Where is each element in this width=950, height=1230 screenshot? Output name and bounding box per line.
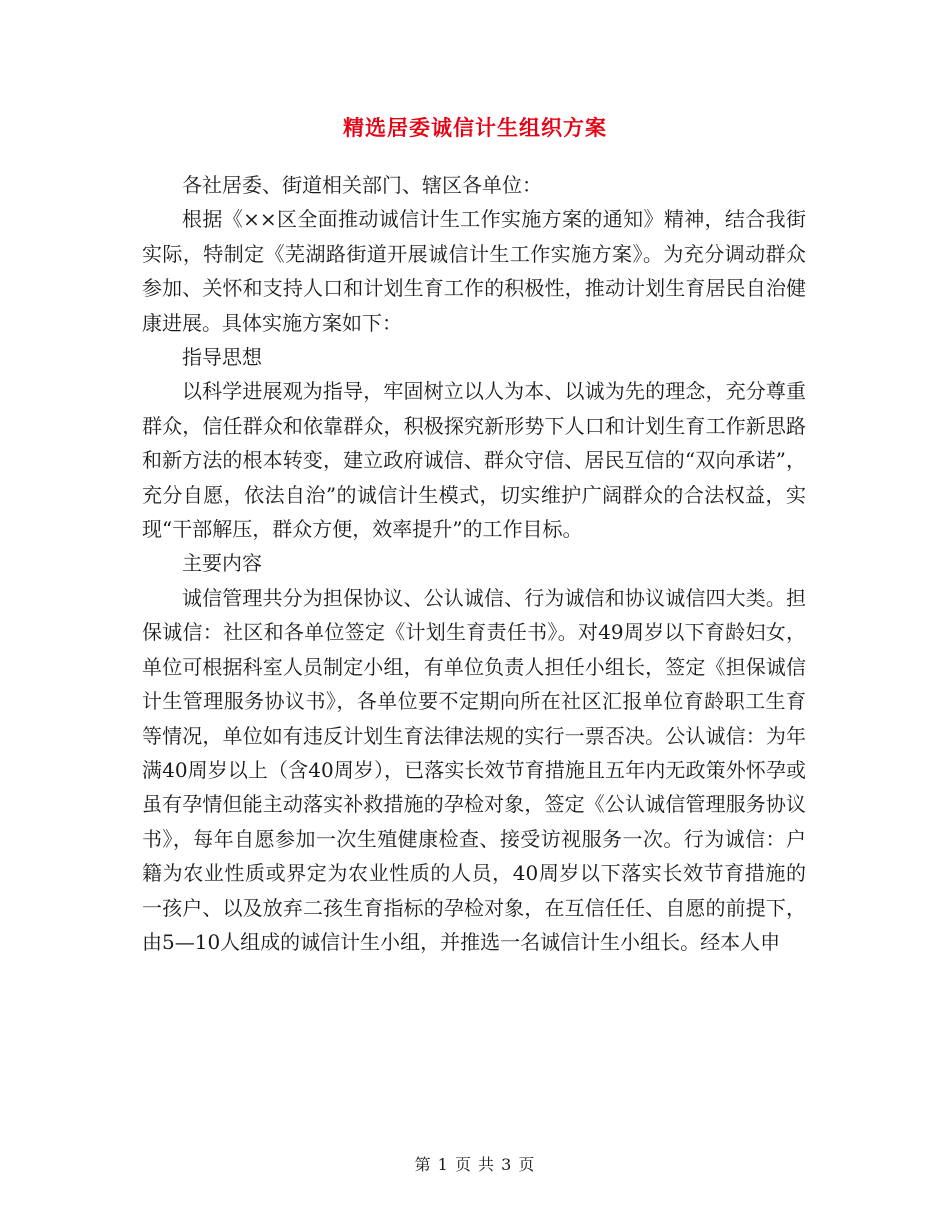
section-heading-main-content: 主要内容 — [182, 551, 262, 576]
salutation: 各社居委、街道相关部门、辖区各单位： — [182, 173, 542, 197]
page-number-footer: 第 1 页 共 3 页 — [414, 1155, 536, 1174]
document-body — [142, 168, 806, 959]
intro-paragraph: 根据《××区全面推动诚信计生工作实施方案的通知》精神，结合我街实际，特制定《芜湖路街道开展诚信计生工作实施方案》。为充分调动群众参加、关怀和支持人口和计划生育工作的积极性，推动计划生育居民自治健康进展。具体实施方案如下： — [142, 207, 806, 335]
guiding-thought-paragraph: 以科学进展观为指导，牢固树立以人为本、以诚为先的理念，充分尊重群众，信任群众和依靠群众，积极探究新形势下人口和计划生育工作新思路和新方法的根本转变，建立政府诚信、群众守信、居民互信的“双向承诺”，充分自愿，依法自治”的诚信计生模式，切实维护广阔群众的合法权益，实现“干部解压，群众方便，效率提升”的工作目标。 — [142, 379, 806, 542]
main-content-paragraph: 诚信管理共分为担保协议、公认诚信、行为诚信和协议诚信四大类。担保诚信：社区和各单位签定《计划生育责任书》。对49周岁以下育龄妇女，单位可根据科室人员制定小组，有单位负责人担任小组长，签定《担保诚信计生管理服务协议书》，各单位要不定期向所在社区汇报单位育龄职工生育等情况，单位如有违反计划生育法律法规的实行一票否决。公认诚信：为年满40周岁以上（含40周岁），已落实长效节育措施且五年内无政策外怀孕或虽有孕情但能主动落实补救措施的孕检对象，签定《公认诚信管理服务协议书》，每年自愿参加一次生殖健康检查、接受访视服务一次。行为诚信：户籍为农业性质或界定为农业性质的人员，40周岁以下落实长效节育措施的一孩户、以及放弃二孩生育指标的孕检对象，在互信任任、自愿的前提下，由5—10人组成的诚信计生小组，并推选一名诚信计生小组长。经本人申 — [142, 585, 806, 954]
section-heading-guiding-thought: 指导思想 — [182, 345, 262, 370]
document-title: 精选居委诚信计生组织方案 — [343, 115, 607, 140]
